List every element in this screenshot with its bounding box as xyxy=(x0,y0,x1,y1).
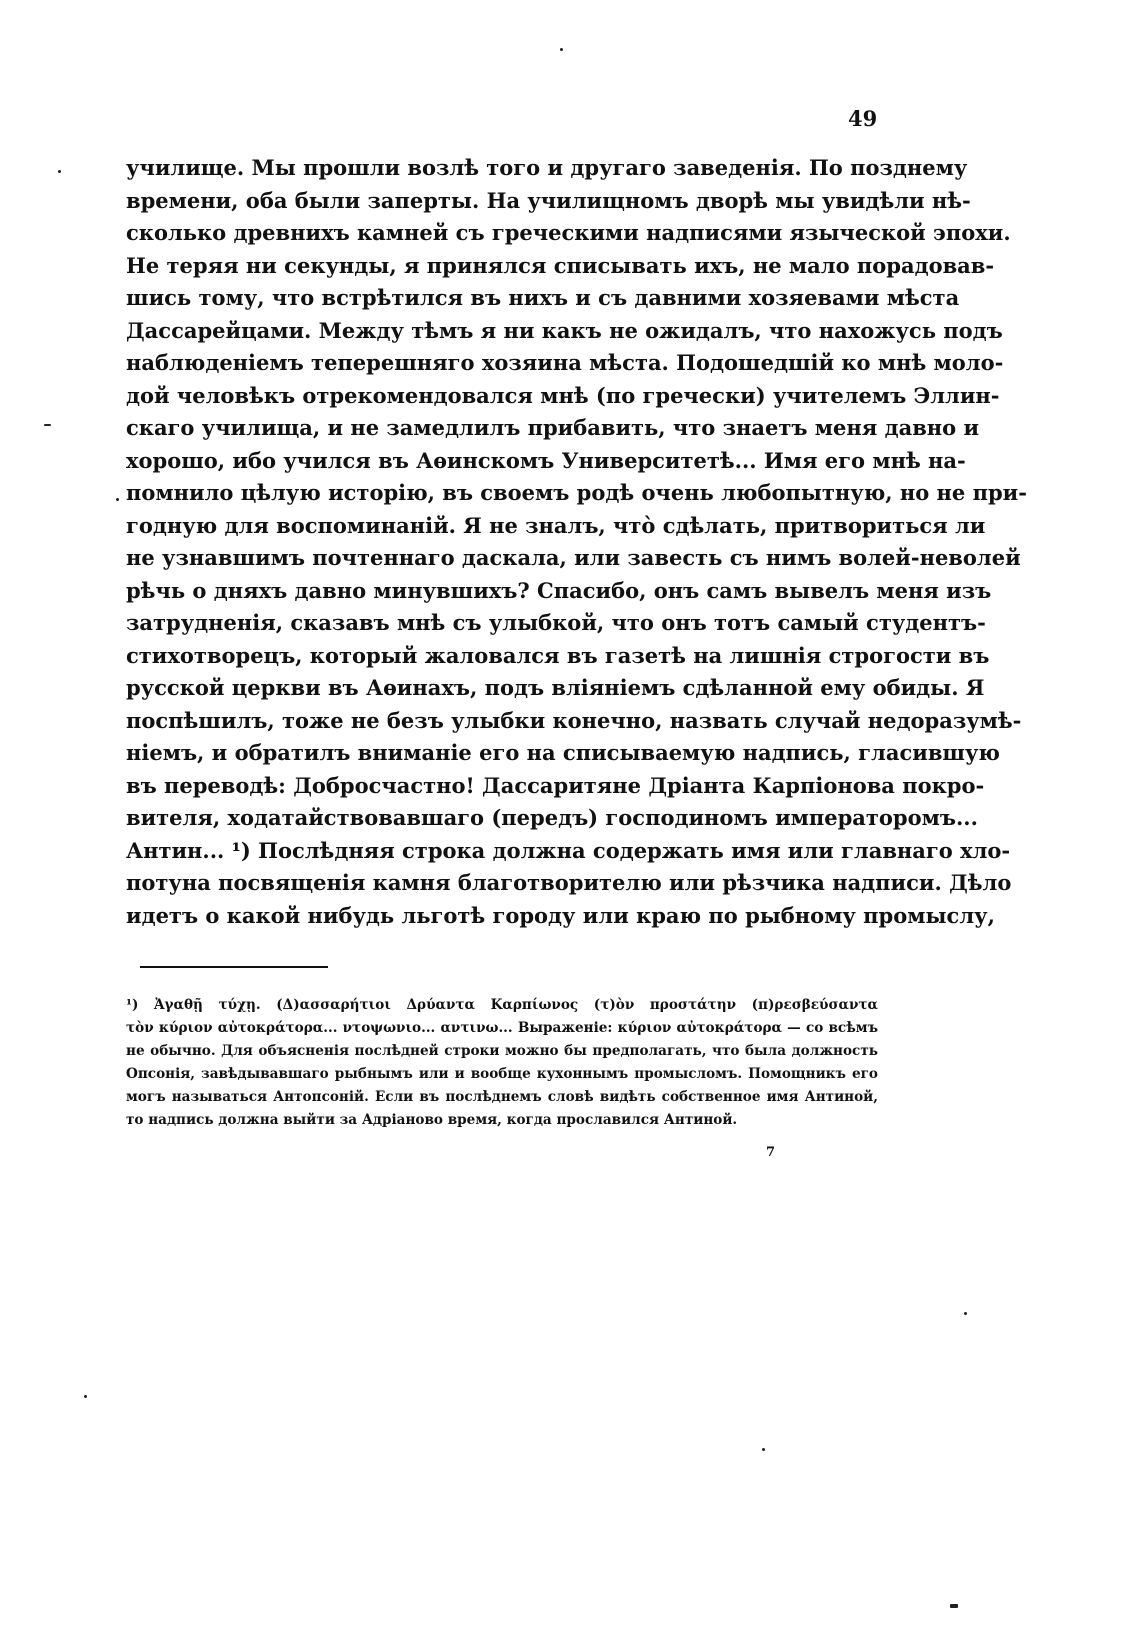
footnote-rule xyxy=(140,966,328,968)
footnote-line: τὸν κύριον αὐτοκράτορα... ντοψωνιο... αντινω... Выраженіе: κύριον αὐτοκράτορα — со всѣмъ xyxy=(126,1020,878,1036)
footnote-line: ¹) Ἀγαθῇ τύχῃ. (Δ)ασσαρήτιοι Δρύαντα Καρπίωνος (τ)ὸν προστάτην (π)ρεσβεύσαντα xyxy=(126,997,878,1013)
text-line: затрудненія, сказавъ мнѣ съ улыбкой, что онъ тотъ самый студентъ- xyxy=(126,610,986,635)
signature-mark: 7 xyxy=(766,1145,776,1160)
scan-speck xyxy=(964,1312,967,1315)
text-line: идетъ о какой нибудь льготѣ городу или краю по рыбному промыслу, xyxy=(126,902,995,928)
footnote-line: Опсонія, завѣдывавшаго рыбнымъ или и вообще кухоннымъ промысломъ. Помощникъ его xyxy=(126,1066,878,1082)
page-number: 49 xyxy=(848,106,878,131)
text-line: училище. Мы прошли возлѣ того и другаго заведенія. По позднему xyxy=(126,155,968,180)
scan-speck xyxy=(58,170,61,173)
text-line: сколько древнихъ камней съ греческими надписями языческой эпохи. xyxy=(126,220,1011,245)
text-line: Не теряя ни секунды, я принялся списывать ихъ, не мало порадовав- xyxy=(126,252,995,278)
footnote-line: могъ называться Антопсоній. Если въ послѣднемъ словѣ видѣть собственное имя Антиной, xyxy=(126,1089,878,1105)
text-line: годную для воспоминаній. Я не зналъ, что̀ сдѣлать, притвориться ли xyxy=(126,512,986,538)
text-line: поспѣшилъ, тоже не безъ улыбки конечно, назвать случай недоразумѣ- xyxy=(126,707,1022,733)
main-text xyxy=(126,152,1027,932)
scan-speck xyxy=(950,1604,958,1608)
text-line: потуна посвященія камня благотворителю или рѣзчика надписи. Дѣло xyxy=(126,870,1012,895)
text-line: стихотворецъ, который жаловался въ газетѣ на лишнія строгости въ xyxy=(126,642,990,668)
text-line: ніемъ, и обратилъ вниманіе его на списываемую надпись, гласившую xyxy=(126,740,1000,765)
scan-speck xyxy=(762,1448,765,1451)
text-line: вителя, ходатайствовавшаго (передъ) господиномъ императоромъ... xyxy=(126,805,978,830)
text-line: дой человѣкъ отрекомендовался мнѣ (по гречески) учителемъ Эллин- xyxy=(126,382,1000,408)
text-line: хорошо, ибо учился въ Аѳинскомъ Университетѣ... Имя его мнѣ на- xyxy=(126,447,966,473)
text-line: не узнавшимъ почтеннаго даскала, или завесть съ нимъ волей-неволей xyxy=(126,545,1021,570)
text-line: русской церкви въ Аѳинахъ, подъ вліяніемъ сдѣланной ему обиды. Я xyxy=(126,675,985,700)
text-line: скаго училища, и не замедлилъ прибавить, что знаетъ меня давно и xyxy=(126,415,980,440)
footnote-line: то надпись должна выйти за Адріаново время, когда прославился Антиной. xyxy=(126,1112,738,1128)
text-line: помнило цѣлую исторію, въ своемъ родѣ очень любопытную, но не при- xyxy=(126,480,1027,505)
text-line: шись тому, что встрѣтился въ нихъ и съ давними хозяевами мѣста xyxy=(126,285,960,310)
scan-speck xyxy=(116,498,119,501)
text-line: въ переводѣ: Добросчастно! Дассаритяне Дріанта Карпіонова покро- xyxy=(126,772,985,798)
scan-speck xyxy=(44,424,51,426)
footnotes xyxy=(126,994,878,1132)
scan-speck xyxy=(84,1395,87,1398)
text-line: наблюденіемъ теперешняго хозяина мѣста. Подошедшій ко мнѣ моло- xyxy=(126,350,1004,375)
text-line: Дассарейцами. Между тѣмъ я ни какъ не ожидалъ, что нахожусь подъ xyxy=(126,317,1003,343)
text-line: рѣчь о дняхъ давно минувшихъ? Спасибо, онъ самъ вывелъ меня изъ xyxy=(126,577,992,603)
text-line: времени, оба были заперты. На училищномъ дворѣ мы увидѣли нѣ- xyxy=(126,187,971,213)
footnote-line: не обычно. Для объясненія послѣдней строки можно бы предполагать, что была должность xyxy=(126,1043,878,1059)
scan-speck xyxy=(560,48,563,51)
text-line: Антин... ¹) Послѣдняя строка должна содержать имя или главнаго хло- xyxy=(126,837,1011,863)
